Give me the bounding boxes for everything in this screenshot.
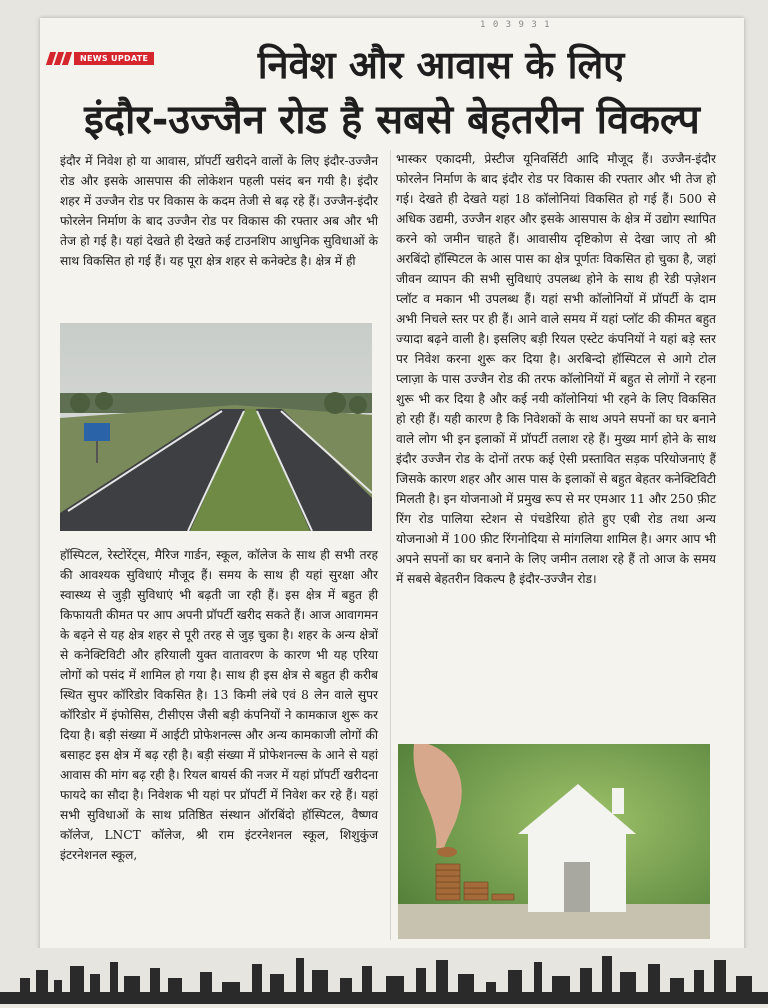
headline-line-1: निवेश और आवास के लिए bbox=[257, 43, 625, 87]
news-update-badge bbox=[48, 50, 154, 66]
badge-label: NEWS UPDATE bbox=[74, 52, 154, 65]
article-column-2: भास्कर एकादमी, प्रेस्टीज यूनिवर्सिटी आदि मौजूद हैं। उज्जैन-इंदौर फोरलेन निर्माण के बाद इंदौर रोड पर विकास की रफ्तार और भी तेज हो गई। देखते ही देखते यहां 18 कॉलोनियां विकसित हो गई हैं। 500 से अधिक उद्यमी, उज्जैन शहर और इसके आसपास के क्षेत्र में उद्योग स्थापित करने को जमीन चाहते हैं। आवासीय दृष्टिकोण से देखा जाए तो श्री अरबिंदो हॉस्पिटल के आस पास का क्षेत्र पूर्णतः विकसित हो चुका है, जहां जीवन व्यापन की सभी सुविधाएं उपलब्ध होने के साथ ही रेडी पज़ेशन प्लॉट व मकान भी उपलब्ध हैं। यहां सभी कॉलोनियों में प्रॉपर्टी के दाम अभी निचले स्तर पर ही हैं। आने वाले समय में यहां प्लॉट की कीमत बहुत ज्यादा बढ़ने वाली है। इसलिए बड़ी रियल एस्टेट कंपनियों ने यहां बड़े स्तर पर निवेश करना शुरू कर दिया है। अरबिन्दो हॉस्पिटल से आगे टोल प्लाज़ा के पास उज्जैन रोड की तरफ कॉलोनियों में बहुत से लोगों ने रहना शुरू भी कर दिया है और कई नयी कॉलोनियां भी रहने के लिए विकसित हो रही हैं। यही कारण है कि निवेशकों के साथ अपने सपनों का घर बनाने वाले लोग भी इन इलाकों में प्रॉपर्टी तलाश रहे हैं। मुख्य मार्ग होने के साथ इंदौर उज्जैन रोड के दोनों तरफ कई ऐसी प्रस्तावित सड़क परियोजनाएं हैं जिसके कारण शहर और आस पास के इलाकों से बहुत बेहतर कनेक्टिविटी मिलती है। इन योजनाओ में प्रमुख रूप से मर एमआर 11 और 250 फ़ीट रिंग रोड पालिया स्टेशन से पंचडेरिया होते हुए एबी रोड तथा अन्य योजनाओ में 100 फ़ीट रिंगनोदिया से मांगलिया शामिल है। अगर आप भी अपने सपनों का घर बनाने के लिए जमीन तलाश रहे हैं तो आज के समय में सबसे बेहतरीन विकल्प है इंदौर-उज्जैन रोड। bbox=[396, 152, 716, 586]
print-mark: 1 0 3 9 3 1 bbox=[480, 20, 551, 30]
article-column-1-bottom: हॉस्पिटल, रेस्टोरेंट्स, मैरिज गार्डन, स्कूल, कॉलेज के साथ ही सभी तरह की आवश्यक सुविधाएं मौजूद हैं। समय के साथ ही यहां सुरक्षा और स्वास्थ्य से जुड़ी सुविधाएं भी बढ़ती जा रही हैं। इस क्षेत्र में बहुत ही किफायती कीमत पर आप अपनी प्रॉपर्टी खरीद सकते हैं। आज आवागमन के बढ़ने से यह क्षेत्र शहर से पूरी तरह से जुड़ चुका है। शहर के अन्य क्षेत्रों से कनेक्टिविटी और हरियाली युक्त वातावरण के कारण भी यह एरिया लोगों को पसंद में शामिल हो गया है। साथ ही इस क्षेत्र से बहुत ही करीब स्थित सुपर कॉरिडोर विकसित है। 13 किमी लंबे एवं 8 लेन वाले सुपर कॉरिडोर में इंफोसिस, टीसीएस जैसी बड़ी कंपनियों ने कामकाज शुरू कर दिया है। बड़ी संख्या में आईटी प्रोफेशनल्स और अन्य कामकाजी लोगों की बसाहट इस क्षेत्र में बढ़ रही है। बड़ी संख्या में प्रोफेशनल्स के आने से यहां आवास की मांग बढ़ रही है। रियल बायर्स की नजर में यहां प्रॉपर्टी खरीदना फायदे का सौदा है। निवेशक भी यहां पर प्रॉपर्टी में निवेश कर रहे हैं। यहां सभी सुविधाओं के साथ प्रतिष्ठित संस्थान ऑरबिंदो हॉस्पिटल, वैष्णव कॉलेज, LNCT कॉलेज, श्री राम इंटरनेशनल स्कूल, शिशुकुंज इंटरनेशनल स्कूल, bbox=[60, 548, 378, 862]
city-skyline-footer bbox=[0, 948, 768, 1004]
headline-line-2: इंदौर-उज्जैन रोड है सबसे बेहतरीन विकल्प bbox=[84, 97, 700, 143]
badge-stripes-icon bbox=[48, 52, 70, 65]
column-divider bbox=[390, 150, 391, 940]
article-column-1-top: इंदौर में निवेश हो या आवास, प्रॉपर्टी खरीदने वालों के लिए इंदौर-उज्जैन रोड और इसके आसपास की लोकेशन पहली पसंद बन गयी है। इंदौर शहर में उज्जैन रोड पर विकास के कदम तेजी से बढ़ रहे हैं। उज्जैन-इंदौर फोरलेन निर्माण के बाद उज्जैन रोड पर विकास की रफ्तार अब और भी तेज हो गई है। यहां देखते ही देखते कई टाउनशिप आधुनिक सुविधाओं के साथ विकसित हो गई हैं। यह पूरा क्षेत्र शहर से कनेक्टेड है। क्षेत्र में ही bbox=[60, 154, 378, 268]
house-coins-photo bbox=[398, 744, 710, 939]
highway-photo bbox=[60, 323, 372, 531]
